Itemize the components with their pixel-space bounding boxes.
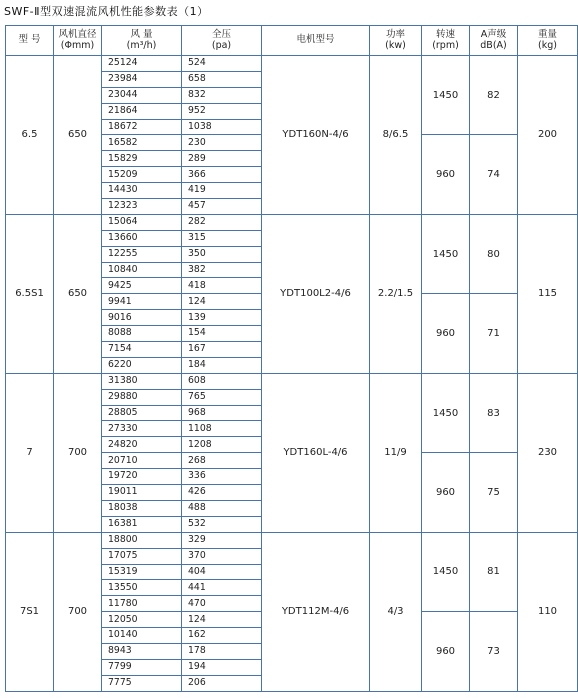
table-row [6,56,578,72]
airflow-cell: 24820 [102,437,182,453]
model-cell: 6.5 [6,56,54,215]
table-header-row [6,26,578,56]
airflow-cell: 27330 [102,421,182,437]
airflow-cell: 18038 [102,500,182,516]
noise-cell: 83 [470,373,518,452]
pressure-cell: 289 [182,151,262,167]
noise-cell: 81 [470,532,518,611]
header-weight: 重量 (kg) [518,26,578,56]
page-title: SWF-Ⅱ型双速混流风机性能参数表（1） [4,5,209,18]
weight-cell: 230 [518,373,578,532]
airflow-cell: 12050 [102,612,182,628]
noise-cell: 82 [470,56,518,135]
pressure-cell: 230 [182,135,262,151]
diameter-cell: 650 [54,56,102,215]
pressure-cell: 268 [182,453,262,469]
speed-cell: 1450 [422,214,470,293]
pressure-cell: 124 [182,612,262,628]
airflow-cell: 18800 [102,532,182,548]
speed-cell: 960 [422,294,470,373]
power-cell: 8/6.5 [370,56,422,215]
pressure-cell: 336 [182,469,262,485]
weight-cell: 115 [518,214,578,373]
airflow-cell: 15829 [102,151,182,167]
pressure-cell: 282 [182,214,262,230]
airflow-cell: 6220 [102,357,182,373]
pressure-cell: 532 [182,516,262,532]
header-model: 型 号 [6,26,54,56]
power-cell: 11/9 [370,373,422,532]
speed-cell: 960 [422,612,470,691]
airflow-cell: 23984 [102,71,182,87]
airflow-cell: 19011 [102,485,182,501]
pressure-cell: 167 [182,342,262,358]
speed-cell: 1450 [422,373,470,452]
noise-cell: 75 [470,453,518,532]
header-airflow: 风 量 (m³/h) [102,26,182,56]
pressure-cell: 154 [182,326,262,342]
pressure-cell: 441 [182,580,262,596]
pressure-cell: 370 [182,548,262,564]
motor-cell: YDT112M-4/6 [262,532,370,691]
pressure-cell: 1038 [182,119,262,135]
pressure-cell: 162 [182,628,262,644]
pressure-cell: 832 [182,87,262,103]
airflow-cell: 12323 [102,199,182,215]
speed-cell: 1450 [422,56,470,135]
pressure-cell: 404 [182,564,262,580]
power-cell: 2.2/1.5 [370,214,422,373]
pressure-cell: 178 [182,643,262,659]
airflow-cell: 18672 [102,119,182,135]
airflow-cell: 25124 [102,56,182,72]
airflow-cell: 10840 [102,262,182,278]
table-row [6,532,578,548]
header-diameter: 风机直径 (Φmm) [54,26,102,56]
airflow-cell: 13550 [102,580,182,596]
diameter-cell: 700 [54,532,102,691]
airflow-cell: 14430 [102,183,182,199]
pressure-cell: 488 [182,500,262,516]
pressure-cell: 470 [182,596,262,612]
noise-cell: 71 [470,294,518,373]
pressure-cell: 382 [182,262,262,278]
airflow-cell: 12255 [102,246,182,262]
pressure-cell: 194 [182,659,262,675]
model-cell: 6.5S1 [6,214,54,373]
pressure-cell: 524 [182,56,262,72]
motor-cell: YDT160N-4/6 [262,56,370,215]
header-power: 功率 (kw) [370,26,422,56]
pressure-cell: 366 [182,167,262,183]
speed-cell: 1450 [422,532,470,611]
speed-cell: 960 [422,135,470,214]
header-noise: A声级 dB(A) [470,26,518,56]
airflow-cell: 10140 [102,628,182,644]
pressure-cell: 419 [182,183,262,199]
speed-cell: 960 [422,453,470,532]
pressure-cell: 206 [182,675,262,691]
table-row [6,214,578,230]
noise-cell: 80 [470,214,518,293]
airflow-cell: 9941 [102,294,182,310]
airflow-cell: 15064 [102,214,182,230]
airflow-cell: 20710 [102,453,182,469]
weight-cell: 200 [518,56,578,215]
airflow-cell: 7154 [102,342,182,358]
header-motor: 电机型号 [262,26,370,56]
airflow-cell: 17075 [102,548,182,564]
airflow-cell: 8943 [102,643,182,659]
pressure-cell: 350 [182,246,262,262]
pressure-cell: 139 [182,310,262,326]
pressure-cell: 968 [182,405,262,421]
pressure-cell: 952 [182,103,262,119]
pressure-cell: 457 [182,199,262,215]
pressure-cell: 426 [182,485,262,501]
performance-table [5,25,578,692]
motor-cell: YDT100L2-4/6 [262,214,370,373]
noise-cell: 74 [470,135,518,214]
pressure-cell: 658 [182,71,262,87]
airflow-cell: 7799 [102,659,182,675]
airflow-cell: 29880 [102,389,182,405]
airflow-cell: 11780 [102,596,182,612]
table-row [6,373,578,389]
pressure-cell: 765 [182,389,262,405]
pressure-cell: 608 [182,373,262,389]
airflow-cell: 8088 [102,326,182,342]
header-speed: 转速 (rpm) [422,26,470,56]
airflow-cell: 9425 [102,278,182,294]
diameter-cell: 700 [54,373,102,532]
airflow-cell: 15319 [102,564,182,580]
airflow-cell: 23044 [102,87,182,103]
model-cell: 7 [6,373,54,532]
pressure-cell: 418 [182,278,262,294]
airflow-cell: 9016 [102,310,182,326]
model-cell: 7S1 [6,532,54,691]
pressure-cell: 184 [182,357,262,373]
airflow-cell: 19720 [102,469,182,485]
table-body [6,56,578,692]
pressure-cell: 329 [182,532,262,548]
header-pressure: 全压 (pa) [182,26,262,56]
airflow-cell: 13660 [102,230,182,246]
noise-cell: 73 [470,612,518,691]
pressure-cell: 124 [182,294,262,310]
diameter-cell: 650 [54,214,102,373]
airflow-cell: 15209 [102,167,182,183]
weight-cell: 110 [518,532,578,691]
pressure-cell: 1108 [182,421,262,437]
airflow-cell: 31380 [102,373,182,389]
airflow-cell: 7775 [102,675,182,691]
airflow-cell: 28805 [102,405,182,421]
airflow-cell: 21864 [102,103,182,119]
airflow-cell: 16582 [102,135,182,151]
airflow-cell: 16381 [102,516,182,532]
power-cell: 4/3 [370,532,422,691]
pressure-cell: 315 [182,230,262,246]
pressure-cell: 1208 [182,437,262,453]
motor-cell: YDT160L-4/6 [262,373,370,532]
